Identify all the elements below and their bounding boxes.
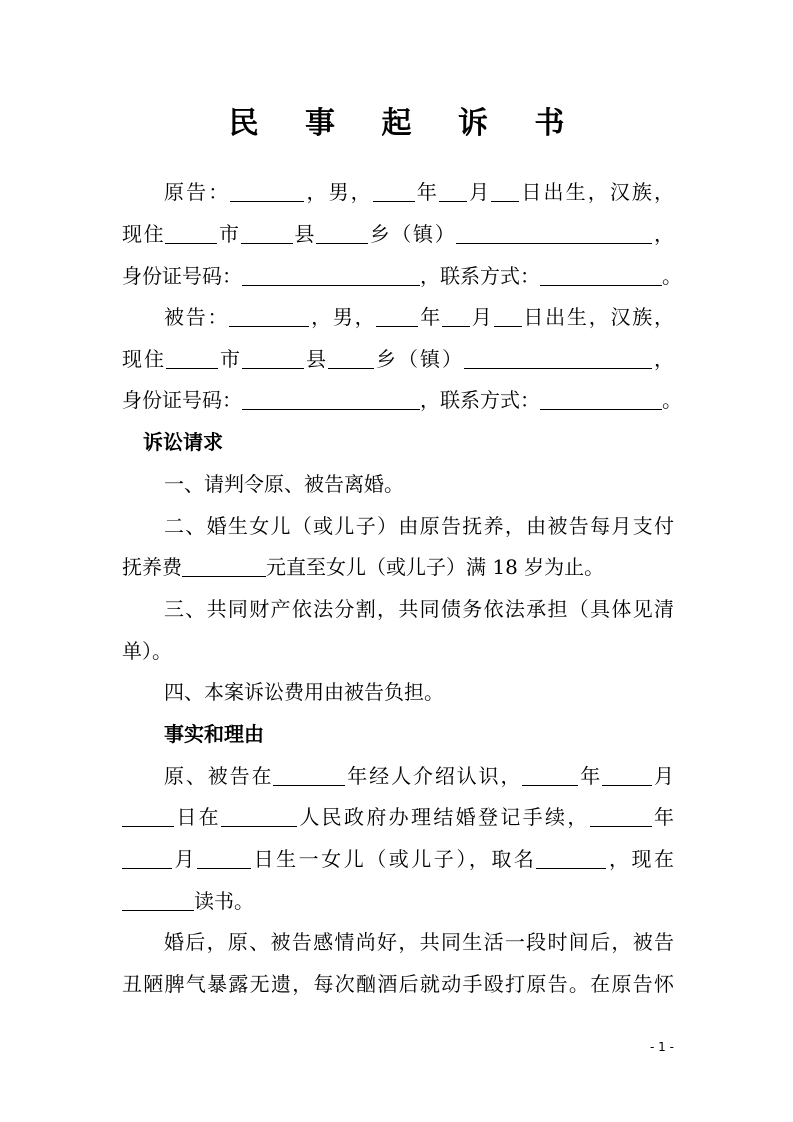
blank-field (540, 263, 662, 286)
defendant-line-1 (122, 303, 674, 331)
text-segment: 。 (662, 264, 682, 288)
blank-field (540, 387, 662, 410)
plaintiff-line-3 (122, 262, 682, 290)
text-segment: ，联系方式： (420, 264, 540, 288)
text-segment: 乡（镇） (368, 222, 457, 246)
text-segment: 月 (172, 847, 198, 871)
blank-field (491, 179, 519, 202)
claim-2-line-1: 二、婚生女儿（或儿子）由原告抚养，由被告每月支付 (164, 514, 674, 538)
blank-field (230, 179, 304, 202)
claim-3-line-1: 三、共同财产依法分割，共同债务依法承担（具体见清 (164, 597, 674, 621)
blank-field (376, 304, 418, 327)
claim-4: 四、本案诉讼费用由被告负担。 (164, 680, 444, 704)
text-segment: 日出生，汉族， (521, 305, 675, 329)
document-title: 民 事 起 诉 书 (228, 106, 583, 141)
blank-field (373, 179, 415, 202)
text-segment: 日在 (174, 805, 221, 829)
text-segment: 县 (304, 347, 328, 371)
blank-field (464, 346, 652, 369)
blank-field (182, 554, 266, 577)
text-segment: 市 (218, 347, 242, 371)
claims-heading: 诉讼请求 (143, 430, 223, 454)
facts-p1-line-1 (122, 762, 674, 790)
defendant-line-3 (122, 386, 682, 414)
defendant-label: 被告： (164, 305, 230, 329)
facts-p1-line-2 (122, 803, 674, 831)
blank-field (602, 763, 652, 786)
blank-field (316, 221, 368, 244)
blank-field (456, 221, 652, 244)
text-segment: 年 (414, 180, 440, 204)
text-segment: ，现在 (606, 847, 675, 871)
text-segment: 月 (467, 180, 492, 204)
text-segment: 年经人介绍认识， (345, 764, 523, 788)
text-segment: 身份证号码： (122, 388, 242, 412)
blank-field (442, 304, 470, 327)
text-segment: 年 (418, 305, 443, 329)
text-segment: 日生一女儿（或儿子），取名 (251, 847, 537, 871)
text-segment: 年 (578, 764, 603, 788)
blank-field (166, 346, 218, 369)
blank-field (165, 221, 217, 244)
text-segment: 现住 (122, 222, 166, 246)
text-segment: 人民政府办理结婚登记手续， (297, 805, 590, 829)
facts-p1-line-4 (122, 887, 674, 915)
claim-1: 一、请判令原、被告离婚。 (164, 472, 404, 496)
claim-2-line-2 (122, 553, 674, 581)
text-segment: ，男， (309, 305, 377, 329)
text-segment: ，联系方式： (420, 388, 540, 412)
plaintiff-line-2 (122, 220, 674, 248)
blank-field (242, 387, 420, 410)
defendant-line-2 (122, 345, 674, 373)
blank-field (439, 179, 467, 202)
blank-field (328, 346, 374, 369)
text-segment: ，男， (304, 180, 373, 204)
plaintiff-label: 原告： (164, 180, 231, 204)
blank-field (536, 846, 606, 869)
blank-field (122, 846, 172, 869)
blank-field (522, 763, 578, 786)
text-segment: 元直至女儿（或儿子）满 18 岁为止。 (266, 555, 605, 579)
text-segment: 现住 (122, 347, 166, 371)
text-segment: 抚养费 (122, 555, 182, 579)
blank-field (229, 304, 309, 327)
blank-field (242, 346, 304, 369)
facts-p2-line-1: 婚后，原、被告感情尚好，共同生活一段时间后，被告 (164, 930, 674, 954)
text-segment: 月 (470, 305, 494, 329)
text-segment: 读书。 (194, 889, 254, 913)
blank-field (122, 804, 174, 827)
text-segment: 乡（镇） (374, 347, 464, 371)
plaintiff-line-1 (122, 178, 674, 206)
text-segment: 市 (217, 222, 241, 246)
text-segment: ， (652, 347, 674, 371)
text-segment: 原、被告在 (164, 764, 274, 788)
text-segment: 。 (662, 388, 682, 412)
blank-field (197, 846, 251, 869)
text-segment: ， (652, 222, 675, 246)
blank-field (242, 263, 420, 286)
text-segment: 县 (292, 222, 317, 246)
facts-heading: 事实和理由 (164, 722, 264, 746)
facts-p1-line-3 (122, 845, 674, 873)
blank-field (590, 804, 652, 827)
text-segment: 日出生，汉族， (519, 180, 675, 204)
text-segment: 月 (652, 764, 675, 788)
page-number: - 1 - (650, 1040, 674, 1054)
blank-field (241, 221, 293, 244)
claim-3-line-2: 单）。 (122, 639, 172, 663)
blank-field (273, 763, 345, 786)
facts-p2-line-2: 丑陋脾气暴露无遗，每次酗酒后就动手殴打原告。在原告怀 (122, 972, 674, 996)
text-segment: 身份证号码： (122, 264, 242, 288)
blank-field (494, 304, 522, 327)
text-segment: 年 (651, 805, 675, 829)
blank-field (122, 888, 194, 911)
blank-field (221, 804, 297, 827)
